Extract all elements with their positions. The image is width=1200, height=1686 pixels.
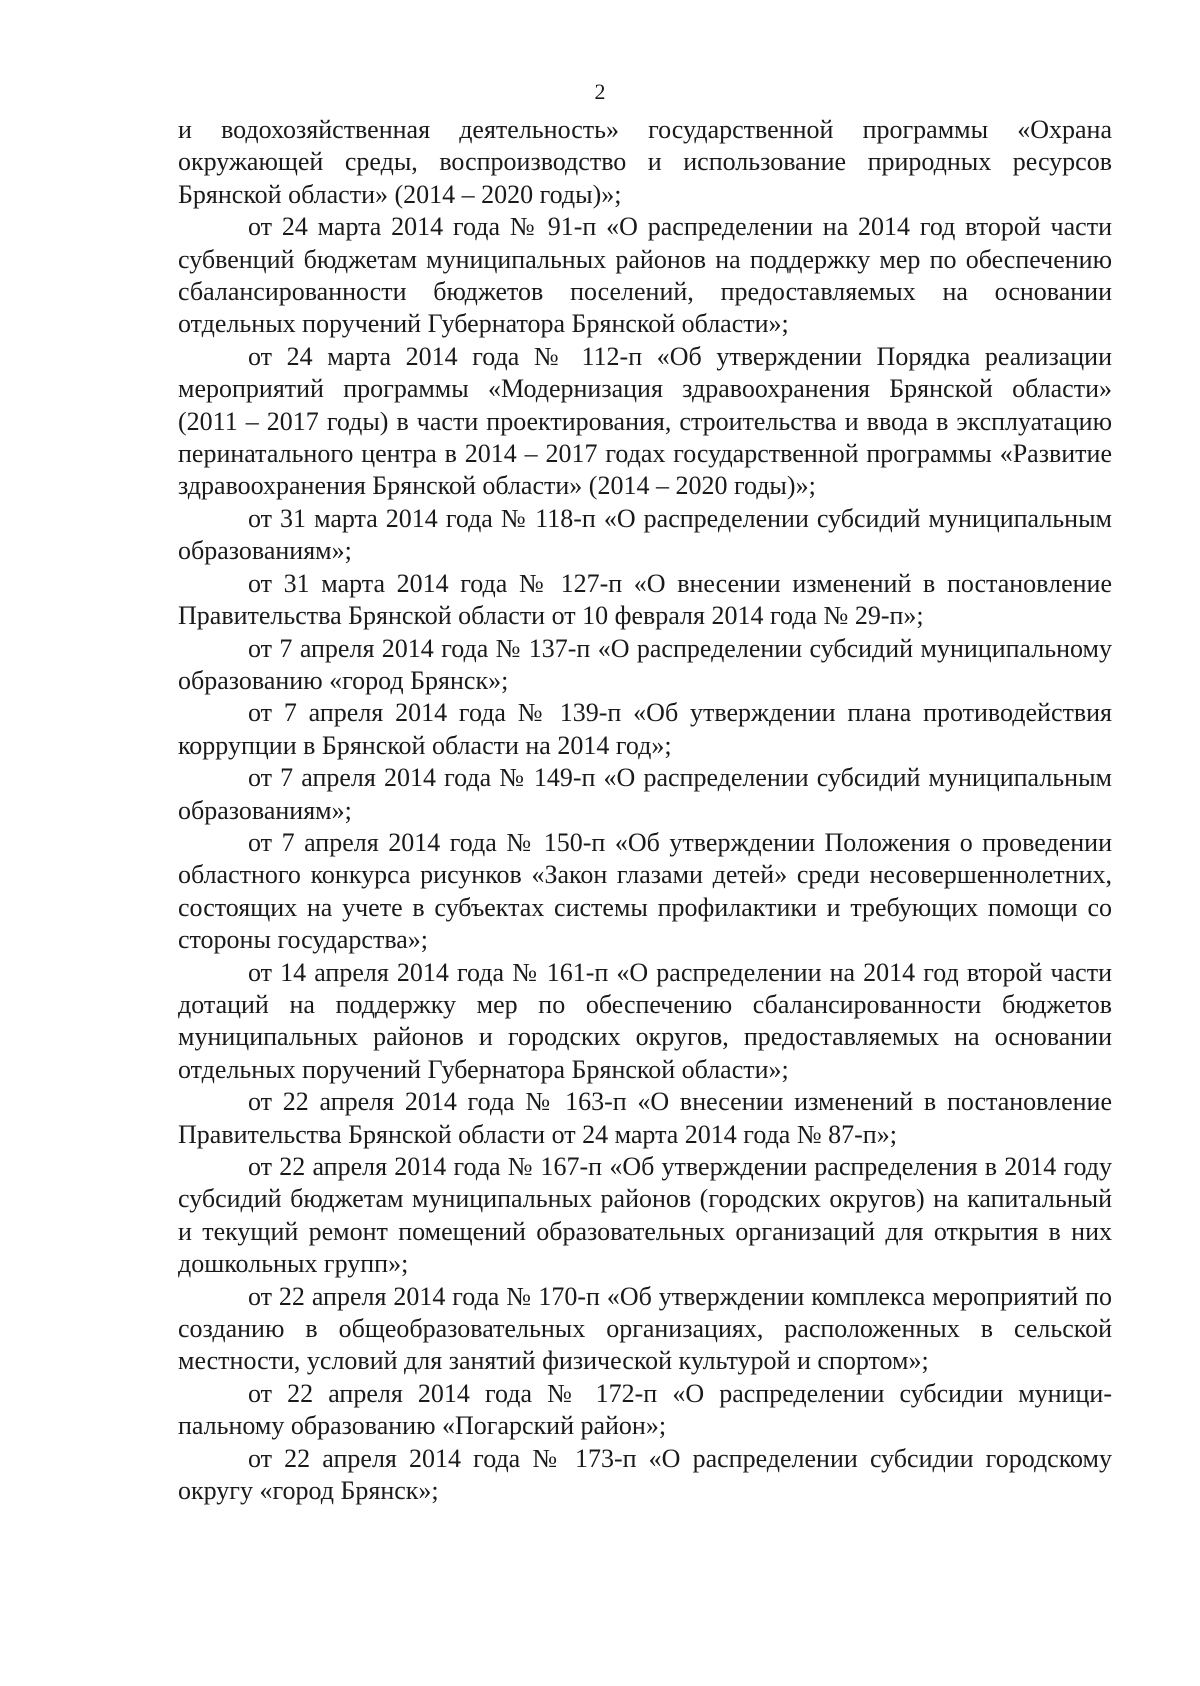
decree-item: от 7 апреля 2014 года № 137-п «О распределении субсидий муниципальному образованию «город Брянск»; bbox=[178, 633, 1112, 695]
decree-item: от 31 марта 2014 года № 118-п «О распределении субсидий муниципальным образованиям»; bbox=[178, 503, 1112, 566]
decree-item: от 24 марта 2014 года № 91-п «О распределении на 2014 год второй части субвенций бюджетам муниципальных районов на поддержку мер по обеспечению сбалансированности бюджетов поселений, предоставляемых на основании отдельных поручений Губернатора Брянской области»; bbox=[178, 212, 1112, 339]
decree-item: от 7 апреля 2014 года № 150-п «Об утверждении Положения о проведении областного конкурса рисунков «Закон глазами детей» среди несовершеннолетних, состоящих на учете в субъектах системы профилактики и требующих помощи со стороны государства»; bbox=[178, 827, 1112, 955]
paragraph-continuation: и водохозяйственная деятельность» государственной программы «Охрана окружающей среды, воспроизводство и использование природных ресурсов Брянской области» (2014 – 2020 годы)»; bbox=[178, 115, 1112, 209]
decree-item: от 22 апреля 2014 года № 163-п «О внесении изменений в постановление Правительства Брянской области от 24 марта 2014 года № 87-п»; bbox=[178, 1087, 1112, 1149]
decree-item: от 7 апреля 2014 года № 149-п «О распределении субсидий муниципальным образованиям»; bbox=[178, 763, 1112, 825]
page-number: 2 bbox=[594, 79, 606, 104]
decree-item: от 31 марта 2014 года № 127-п «О внесении изменений в постановление Правительства Брянской области от 10 февраля 2014 года № 29-п»; bbox=[178, 568, 1112, 631]
decree-item: от 24 марта 2014 года № 112-п «Об утверждении Порядка реализации мероприятий программы «Модернизация здравоохранения Брянской области» (2011 – 2017 годы) в части проектирования, строительства и ввода в эксплуатацию перинатального центра в 2014 – 2017 годах государственной программы «Развитие здравоохранения Брянской области» (2014 – 2020 годы)»; bbox=[178, 341, 1112, 501]
decree-item: от 22 апреля 2014 года № 170-п «Об утверждении комплекса мероприятий по созданию в общеобразовательных организациях, расположенных в сельской местности, условий для занятий физической культурой и спортом»; bbox=[178, 1281, 1112, 1376]
decree-item: от 14 апреля 2014 года № 161-п «О распределении на 2014 год второй части дотаций на поддержку мер по обеспечению сбалансированности бюджетов муниципальных районов и городских округов, предоставляемых на основании отдельных поручений Губернатора Брянской области»; bbox=[178, 957, 1112, 1084]
decree-item: от 7 апреля 2014 года № 139-п «Об утверждении плана противодействия коррупции в Брянской области на 2014 год»; bbox=[178, 698, 1112, 760]
document-body bbox=[178, 114, 1112, 1507]
decree-item: от 22 апреля 2014 года № 167-п «Об утверждении распределения в 2014 году субсидий бюджетам муниципальных районов (городских округов) на капитальный и текущий ремонт помещений образовательных организаций для открытия в них дошкольных групп»; bbox=[178, 1152, 1112, 1279]
decree-item: от 22 апреля 2014 года № 173-п «О распределении субсидии городскому округу «город Брянск»; bbox=[178, 1443, 1112, 1506]
decree-item: от 22 апреля 2014 года № 172-п «О распределении субсидии муниципальному образованию «Погарский район»; bbox=[178, 1378, 1112, 1441]
